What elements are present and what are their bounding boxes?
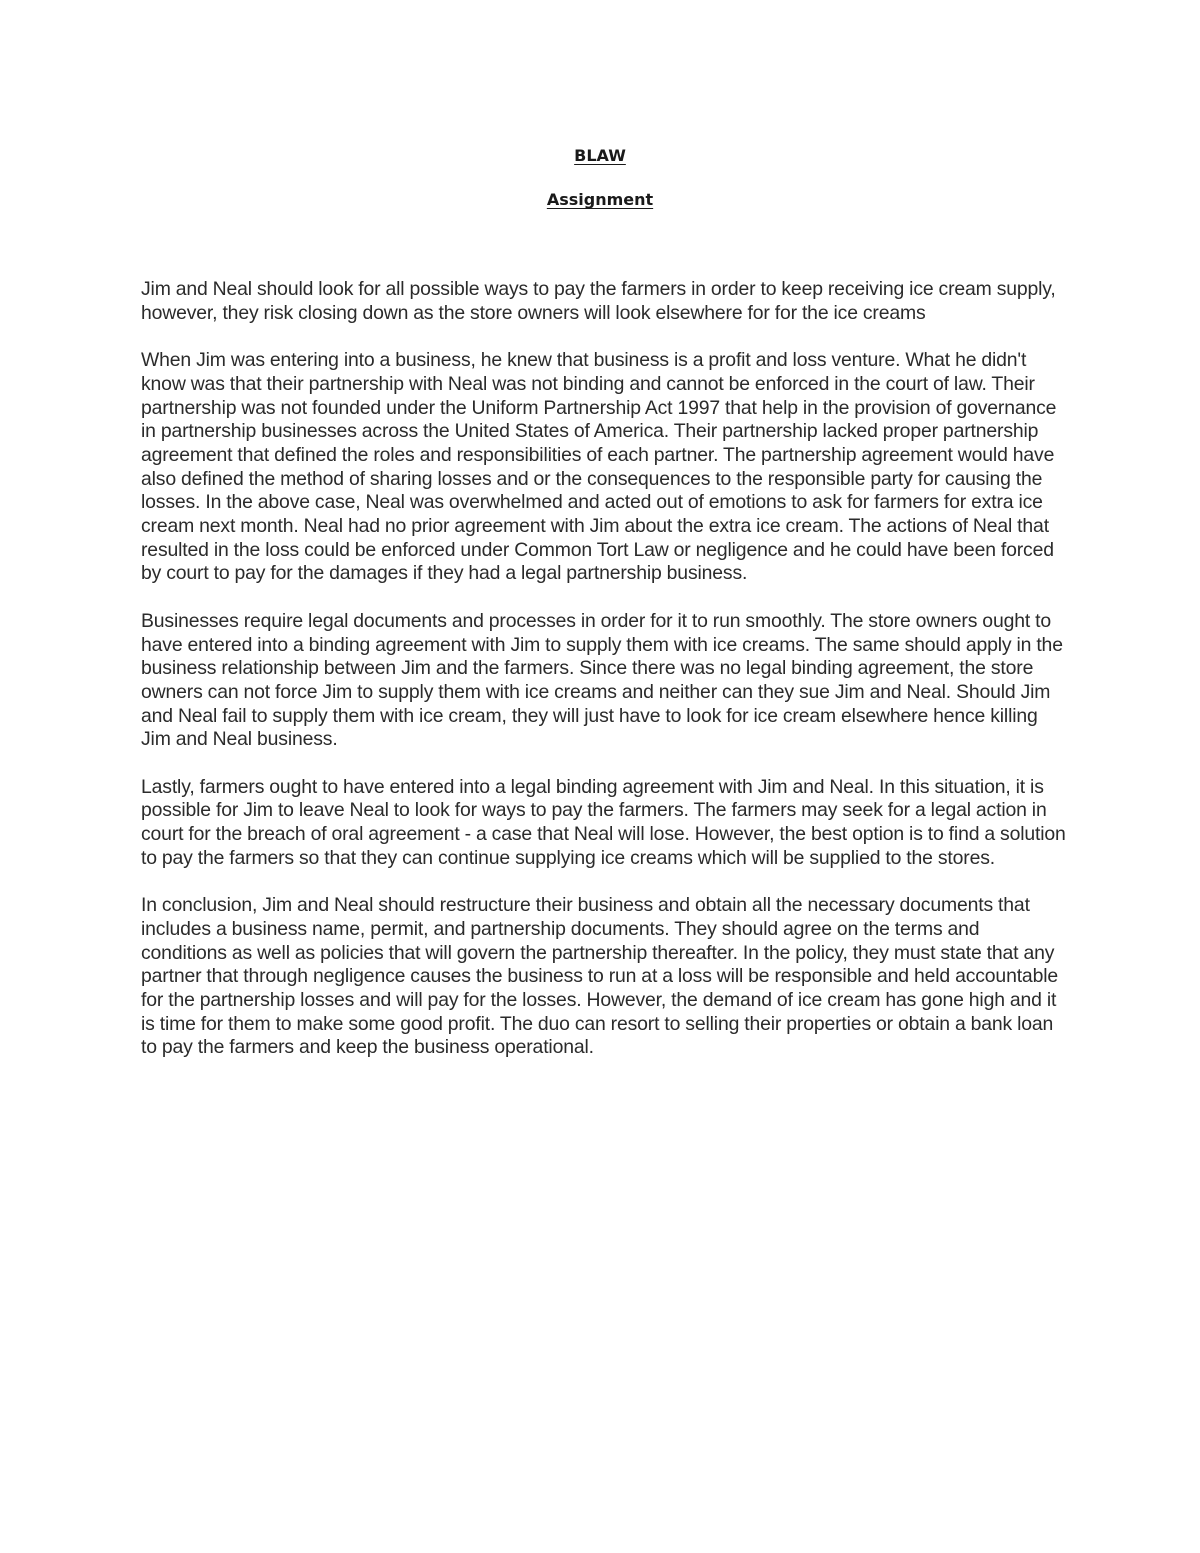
paragraph-farmers: Lastly, farmers ought to have entered into a legal binding agreement with Jim and Neal. In this situation, it is possible for Jim to leave Neal to look for ways to pay the farmers. The farmers may seek for a legal action in court for the breach of oral agreement - a case that Neal will lose. However, the best option is to find a solution to pay the farmers so that they can continue supplying ice creams which will be supplied to the stores. (141, 775, 1066, 869)
paragraph-intro: Jim and Neal should look for all possible ways to pay the farmers in order to keep receiving ice cream supply, however, they risk closing down as the store owners will look elsewhere for for the ice creams (141, 278, 1056, 324)
paragraph-conclusion: In conclusion, Jim and Neal should restructure their business and obtain all the necessary documents that includes a business name, permit, and partnership documents. They should agree on the terms and conditions as well as policies that will govern the partnership thereafter. In the policy, they must state that any partner that through negligence causes the business to run at a loss will be responsible and held accountable for the partnership losses and will pay for the losses. However, the demand of ice cream has gone high and it is time for them to make some good profit. The duo can resort to selling their properties or obtain a bank loan to pay the farmers and keep the business operational. (141, 894, 1058, 1059)
document-title: BLAW (574, 146, 626, 165)
paragraph-partnership: When Jim was entering into a business, he knew that business is a profit and loss venture. What he didn't know was that their partnership with Neal was not binding and cannot be enforced in the court of law. Their partnership was not founded under the Uniform Partnership Act 1997 that help in the provision of governance in partnership businesses across the United States of America. Their partnership lacked proper partnership agreement that defined the roles and responsibilities of each partner. The partnership agreement would have also defined the method of sharing losses and or the consequences to the responsible party for causing the losses. In the above case, Neal was overwhelmed and acted out of emotions to ask for farmers for extra ice cream next month. Neal had no prior agreement with Jim about the extra ice cream. The actions of Neal that resulted in the loss could be enforced under Common Tort Law or negligence and he could have been forced by court to pay for the damages if they had a legal partnership business. (141, 349, 1057, 585)
document-body (141, 278, 1069, 1084)
paragraph-legal-documents: Businesses require legal documents and processes in order for it to run smoothly. The store owners ought to have entered into a binding agreement with Jim to supply them with ice creams. The same should apply in the business relationship between Jim and the farmers. Since there was no legal binding agreement, the store owners can not force Jim to supply them with ice creams and neither can they sue Jim and Neal. Should Jim and Neal fail to supply them with ice cream, they will just have to look for ice cream elsewhere hence killing Jim and Neal business. (141, 609, 1063, 751)
document-subtitle: Assignment (546, 190, 654, 209)
